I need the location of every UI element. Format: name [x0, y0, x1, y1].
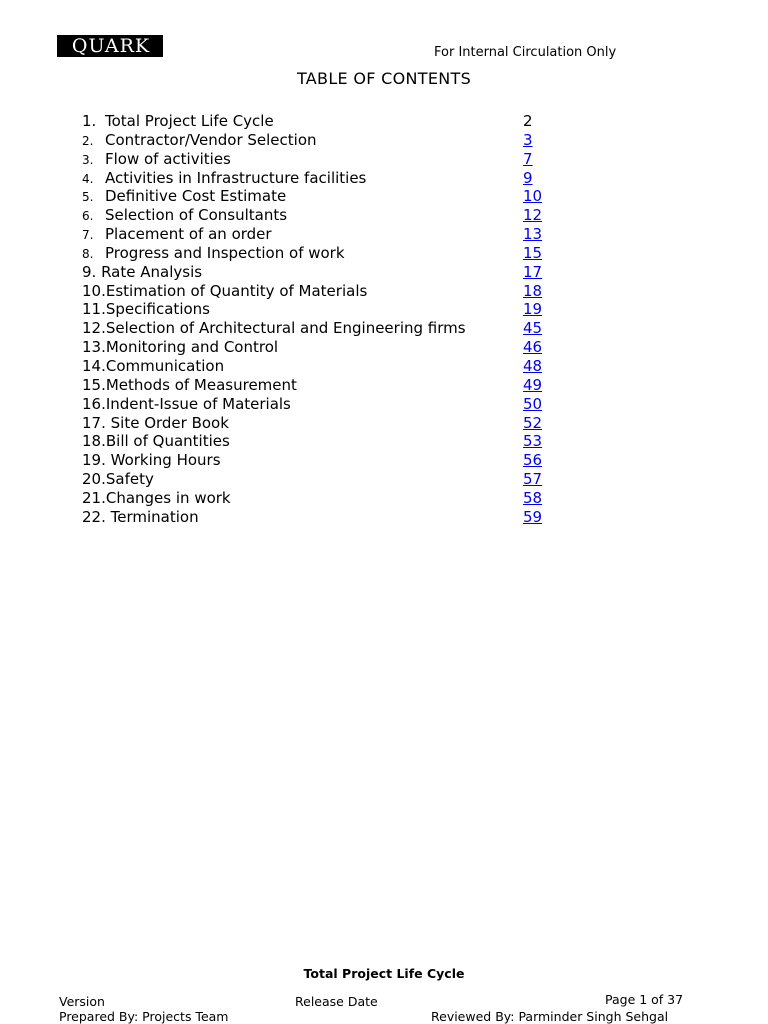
toc-entry-label: Activities in Infrastructure facilities [105, 168, 367, 187]
toc-page-link[interactable]: 45 [523, 319, 543, 338]
toc-entry-label: Changes in work [105, 488, 231, 507]
toc-entry-label: Contractor/Vendor Selection [105, 130, 317, 149]
toc-entry [82, 376, 562, 395]
toc-entry-label: Placement of an order [105, 225, 272, 244]
toc-page-link[interactable]: 7 [523, 149, 533, 168]
footer-prepared-by: Prepared By: Projects Team [59, 1009, 229, 1024]
toc-entry-number: 9. [82, 262, 97, 281]
toc-entry-label: Selection of Consultants [105, 206, 288, 225]
toc-entry-label: Monitoring and Control [105, 338, 279, 357]
footer-version-label: Version [59, 994, 105, 1009]
toc-entry-number: 12. [82, 319, 106, 338]
toc-page-link[interactable]: 9 [523, 168, 533, 187]
toc-page-link[interactable]: 52 [523, 413, 543, 432]
toc-entry [82, 489, 562, 508]
toc-entry [82, 300, 562, 319]
toc-entry-label: Definitive Cost Estimate [105, 187, 287, 206]
toc-entry-label: Methods of Measurement [105, 375, 297, 394]
toc-entry [82, 187, 562, 206]
toc-entry-number: 10. [82, 281, 106, 300]
toc-entry [82, 432, 562, 451]
toc-page-link[interactable]: 49 [523, 375, 543, 394]
toc-entry-label: Estimation of Quantity of Materials [105, 281, 368, 300]
toc-entry [82, 319, 562, 338]
toc-entry-label: Progress and Inspection of work [105, 243, 345, 262]
toc-entry [82, 112, 562, 131]
toc-page-link[interactable]: 18 [523, 281, 543, 300]
toc-entry-number: 2. [82, 133, 94, 148]
toc-page-link[interactable]: 58 [523, 488, 543, 507]
toc-entry-label: Site Order Book [105, 413, 229, 432]
toc-entry-number: 13. [82, 338, 106, 357]
toc-entry-number: 17. [82, 413, 106, 432]
toc-entry-label: Bill of Quantities [105, 432, 230, 451]
toc-entry [82, 338, 562, 357]
toc-entry-number: 4. [82, 171, 94, 186]
toc-page-number: 2 [523, 112, 533, 130]
toc-entry-label: Safety [105, 470, 154, 489]
toc-page-link[interactable]: 19 [523, 300, 543, 319]
toc-entry-label: Specifications [105, 300, 210, 319]
toc-page-link[interactable]: 53 [523, 432, 543, 451]
toc-page-link[interactable]: 10 [523, 187, 543, 206]
toc-entry-label: Flow of activities [105, 149, 231, 168]
toc-entry [82, 150, 562, 169]
toc-entry [82, 131, 562, 150]
toc-entry-label: Working Hours [105, 451, 221, 470]
toc-entry-number: 14. [82, 356, 106, 375]
toc-entry-label: Selection of Architectural and Engineering firms [105, 319, 466, 338]
toc-page-link[interactable]: 46 [523, 338, 543, 357]
toc-page-link[interactable]: 13 [523, 225, 543, 244]
toc-entry [82, 169, 562, 188]
toc-entry [82, 225, 562, 244]
toc-entry-number: 20. [82, 470, 106, 489]
toc-entry [82, 451, 562, 470]
toc-title: TABLE OF CONTENTS [296, 69, 472, 88]
toc-entry-number: 19. [82, 451, 106, 470]
footer-page-info: Page 1 of 37 [605, 992, 684, 1007]
toc-entry [82, 282, 562, 301]
toc-entry-number: 22. [82, 507, 106, 526]
toc-entry [82, 395, 562, 414]
toc-page-link[interactable]: 3 [523, 130, 533, 149]
toc-entry-label: Total Project Life Cycle [105, 112, 274, 130]
toc-entry [82, 206, 562, 225]
toc-entry [82, 508, 562, 527]
toc-entry-number: 11. [82, 300, 106, 319]
table-of-contents [82, 112, 562, 527]
toc-entry-label: Indent-Issue of Materials [105, 394, 291, 413]
circulation-note: For Internal Circulation Only [434, 45, 617, 60]
toc-entry [82, 357, 562, 376]
toc-page-link[interactable]: 56 [523, 451, 543, 470]
toc-entry-number: 3. [82, 152, 94, 167]
footer-reviewed-by: Reviewed By: Parminder Singh Sehgal [431, 1009, 669, 1024]
toc-entry-number: 8. [82, 246, 94, 261]
toc-entry-number: 15. [82, 375, 106, 394]
toc-page-link[interactable]: 57 [523, 470, 543, 489]
toc-entry-label: Communication [105, 356, 225, 375]
logo-text: QUARK [71, 35, 151, 57]
toc-entry-number: 1. [82, 112, 97, 130]
toc-page-link[interactable]: 59 [523, 507, 543, 526]
toc-page-link[interactable]: 15 [523, 243, 543, 262]
toc-page-link[interactable]: 12 [523, 206, 543, 225]
footer-doc-title: Total Project Life Cycle [303, 966, 465, 981]
toc-entry-number: 6. [82, 209, 94, 224]
toc-entry [82, 244, 562, 263]
toc-entry-number: 18. [82, 432, 106, 451]
toc-entry-number: 5. [82, 190, 94, 205]
toc-entry-number: 21. [82, 488, 106, 507]
toc-entry [82, 470, 562, 489]
toc-entry-number: 7. [82, 228, 94, 243]
toc-page-link[interactable]: 17 [523, 262, 543, 281]
toc-entry [82, 414, 562, 433]
toc-entry-label: Rate Analysis [96, 262, 203, 281]
toc-entry-number: 16. [82, 394, 106, 413]
footer-release-date-label: Release Date [295, 994, 378, 1009]
toc-entry [82, 263, 562, 282]
toc-page-link[interactable]: 50 [523, 394, 543, 413]
toc-page-link[interactable]: 48 [523, 356, 543, 375]
company-logo [57, 35, 163, 57]
toc-entry-label: Termination [105, 507, 199, 526]
